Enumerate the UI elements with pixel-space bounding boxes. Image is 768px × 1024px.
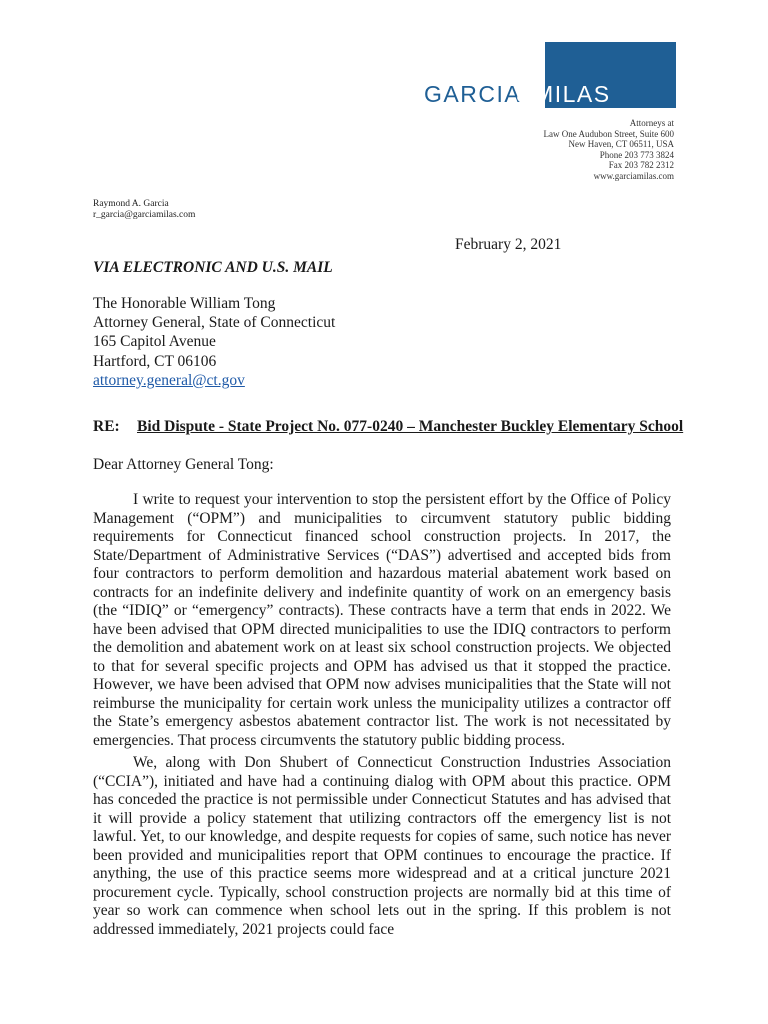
- sender-name: Raymond A. Garcia: [93, 199, 169, 209]
- address-line: New Haven, CT 06511, USA: [568, 139, 674, 149]
- re-line: [93, 418, 683, 436]
- sender-email: r_garcia@garciamilas.com: [93, 210, 196, 220]
- body-paragraph-1: I write to request your intervention to stop the persistent effort by the Office of Policy Management (“OPM”) and municipalities to circumvent statutory public bidding requirements for Connecticut financed school construction projects. In 2017, the State/Department of Administrative Services (“DAS”) advertised and accepted bids from four contractors to perform demolition and hazardous material abatement work based on contracts for an indefinite delivery and indefinite quantity of work on an emergency basis (the “IDIQ” or “emergency” contracts). These contracts have a term that ends in 2022. We have been advised that OPM directed municipalities to use the IDIQ contractors to perform the demolition and abatement work on at least six school construction projects. We objected to that for several specific projects and OPM has advised us that it stopped the practice. However, we have been advised that OPM now advises municipalities that the State will not reimburse the municipality for certain work unless the municipality utilizes a contractor off the State’s emergency asbestos abatement contractor list. The work is not necessitated by emergencies. That process circumvents the statutory public bidding process.: [93, 491, 671, 749]
- recipient-name: The Honorable William Tong: [93, 295, 276, 312]
- logo-ampersand: &: [516, 78, 536, 108]
- delivery-method: VIA ELECTRONIC AND U.S. MAIL: [93, 259, 333, 276]
- firm-address-block: [544, 118, 674, 181]
- re-subject: Bid Dispute - State Project No. 077-0240 – Manchester Buckley Elementary School: [137, 418, 684, 435]
- address-line: Fax 203 782 2312: [608, 160, 674, 170]
- logo-garcia: GARCIA: [424, 81, 522, 107]
- sender-block: [93, 199, 195, 221]
- address-line: Phone 203 773 3824: [599, 149, 674, 160]
- logo-text: [424, 78, 617, 108]
- salutation: Dear Attorney General Tong:: [93, 456, 274, 473]
- recipient-city: Hartford, CT 06106: [93, 352, 217, 370]
- address-line: Law One Audubon Street, Suite 600: [543, 128, 674, 139]
- address-line: Attorneys at: [629, 118, 674, 128]
- letter-date: February 2, 2021: [455, 236, 562, 253]
- logo-milas: MILAS: [534, 81, 611, 107]
- recipient-title: Attorney General, State of Connecticut: [93, 314, 336, 332]
- firm-logo: [424, 42, 676, 108]
- recipient-email-link[interactable]: attorney.general@ct.gov: [93, 371, 245, 389]
- address-line: www.garciamilas.com: [593, 170, 674, 181]
- body-paragraph-2: We, along with Don Shubert of Connecticut Construction Industries Association (“CCIA”), initiated and have had a continuing dialog with OPM about this practice. OPM has conceded the practice is not permissible under Connecticut Statutes and has advised that it will provide a policy statement that utilizing contractors off the emergency list is not lawful. Yet, to our knowledge, and despite requests for copies of same, such notice has never been provided and municipalities report that OPM continues to encourage the practice. If anything, the use of this practice seems more widespread and at a critical juncture 2021 procurement cycle. Typically, school construction projects are normally bid at this time of year so work can commence when school lets out in the spring. If this problem is not addressed immediately, 2021 projects could face: [93, 754, 671, 938]
- recipient-street: 165 Capitol Avenue: [93, 333, 216, 351]
- re-label: RE:: [93, 418, 120, 435]
- recipient-block: [93, 294, 335, 390]
